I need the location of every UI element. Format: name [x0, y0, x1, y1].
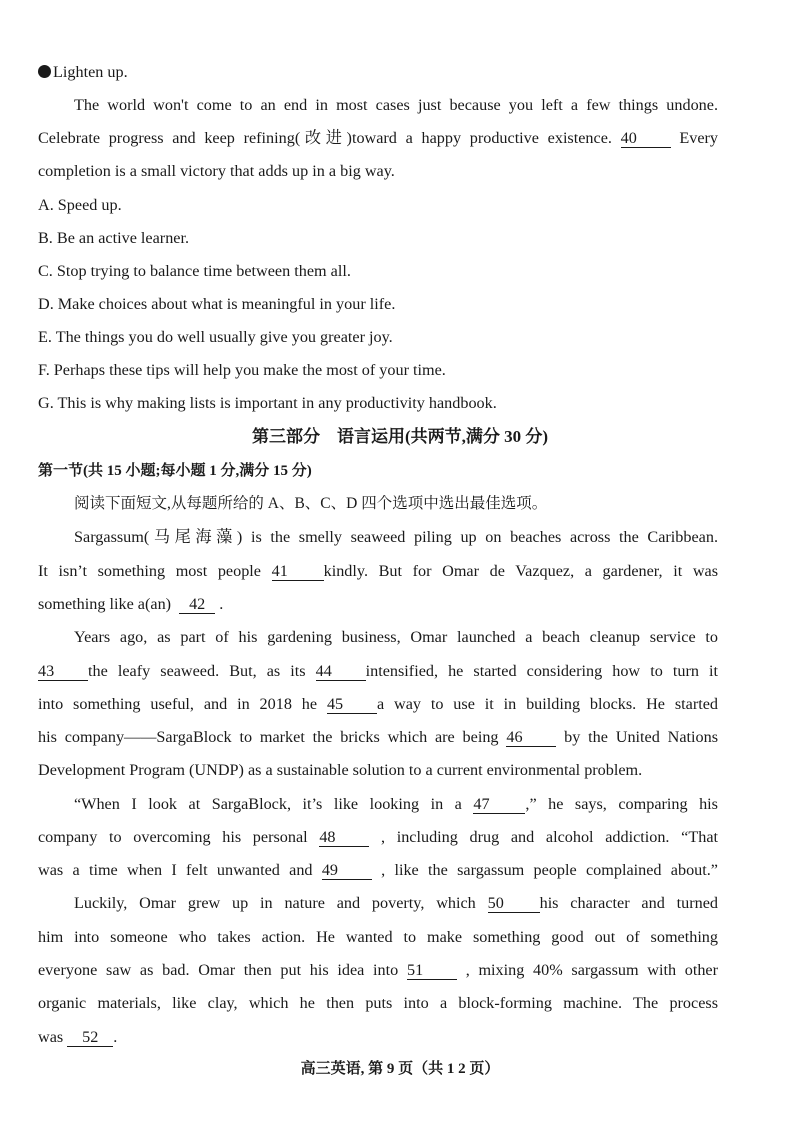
answer-blank-44: 44 — [316, 663, 366, 681]
passage-line: into something useful, and in 2018 he 45 a way to use it in building blocks. He started — [38, 695, 718, 713]
option-d: D. Make choices about what is meaningful in your life. — [38, 295, 396, 313]
section-heading: Lighten up. — [38, 62, 128, 82]
answer-blank-51: 51 — [407, 962, 457, 980]
answer-blank-52: 52 — [67, 1029, 113, 1047]
passage-line: was a time when I felt unwanted and 49 , like the sargassum people complained about.” — [38, 861, 718, 879]
section1-title: 第一节(共 15 小题;每小题 1 分,满分 15 分) — [38, 463, 312, 479]
paragraph-line: Celebrate progress and keep refining(改进)toward a happy productive existence. 40 Every — [38, 129, 718, 147]
passage-line: everyone saw as bad. Omar then put his idea into 51 , mixing 40% sargassum with other — [38, 961, 719, 979]
option-c: C. Stop trying to balance time between them all. — [38, 262, 351, 280]
part3-title: 第三部分 语言运用(共两节,满分 30 分) — [251, 427, 549, 446]
answer-blank-49: 49 — [322, 862, 372, 880]
answer-blank-40: 40 — [621, 130, 671, 148]
passage-line: Development Program (UNDP) as a sustainable solution to a current environmental problem. — [38, 761, 643, 779]
instruction-text: 阅读下面短文,从每题所给的 A、B、C、D 四个选项中选出最佳选项。 — [74, 495, 548, 512]
answer-blank-50: 50 — [488, 895, 540, 913]
answer-blank-47: 47 — [473, 796, 525, 814]
passage-line: something like a(an) 42 . — [38, 595, 224, 613]
answer-blank-42: 42 — [179, 596, 215, 614]
answer-blank-48: 48 — [319, 829, 369, 847]
passage-line: “When I look at SargaBlock, it’s like looking in a 47 ,” he says, comparing his — [74, 795, 718, 813]
page-footer: 高三英语, 第 9 页（共 1 2 页） — [300, 1061, 500, 1077]
passage-line: 43 the leafy seaweed. But, as its 44 intensified, he started considering how to turn it — [38, 662, 718, 680]
answer-blank-45: 45 — [327, 696, 377, 714]
passage-line: It isn’t something most people 41 kindly. But for Omar de Vazquez, a gardener, it was — [38, 562, 719, 580]
answer-blank-41: 41 — [272, 563, 324, 581]
option-f: F. Perhaps these tips will help you make the most of your time. — [38, 361, 446, 379]
passage-line: him into someone who takes action. He wanted to make something good out of something — [38, 928, 718, 946]
option-e: E. The things you do well usually give you greater joy. — [38, 328, 393, 346]
answer-blank-46: 46 — [506, 729, 556, 747]
option-a: A. Speed up. — [38, 196, 122, 214]
bullet-icon — [38, 65, 51, 78]
answer-blank-43: 43 — [38, 663, 88, 681]
passage-line: Years ago, as part of his gardening business, Omar launched a beach cleanup service to — [74, 628, 718, 646]
paragraph-line: The world won't come to an end in most cases just because you left a few things undone. — [74, 96, 718, 114]
passage-line: was 52 . — [38, 1028, 118, 1046]
passage-line: Luckily, Omar grew up in nature and poverty, which 50 his character and turned — [74, 894, 718, 912]
passage-line: organic materials, like clay, which he then puts into a block-forming machine. The process — [38, 994, 718, 1012]
passage-line: Sargassum(马尾海藻) is the smelly seaweed piling up on beaches across the Caribbean. — [74, 528, 718, 546]
paragraph-line: completion is a small victory that adds up in a big way. — [38, 162, 395, 180]
option-g: G. This is why making lists is important in any productivity handbook. — [38, 394, 497, 412]
option-b: B. Be an active learner. — [38, 229, 190, 247]
passage-line: his company——SargaBlock to market the bricks which are being 46 by the United Nations — [38, 728, 718, 746]
passage-line: company to overcoming his personal 48 , including drug and alcohol addiction. “That — [38, 828, 718, 846]
